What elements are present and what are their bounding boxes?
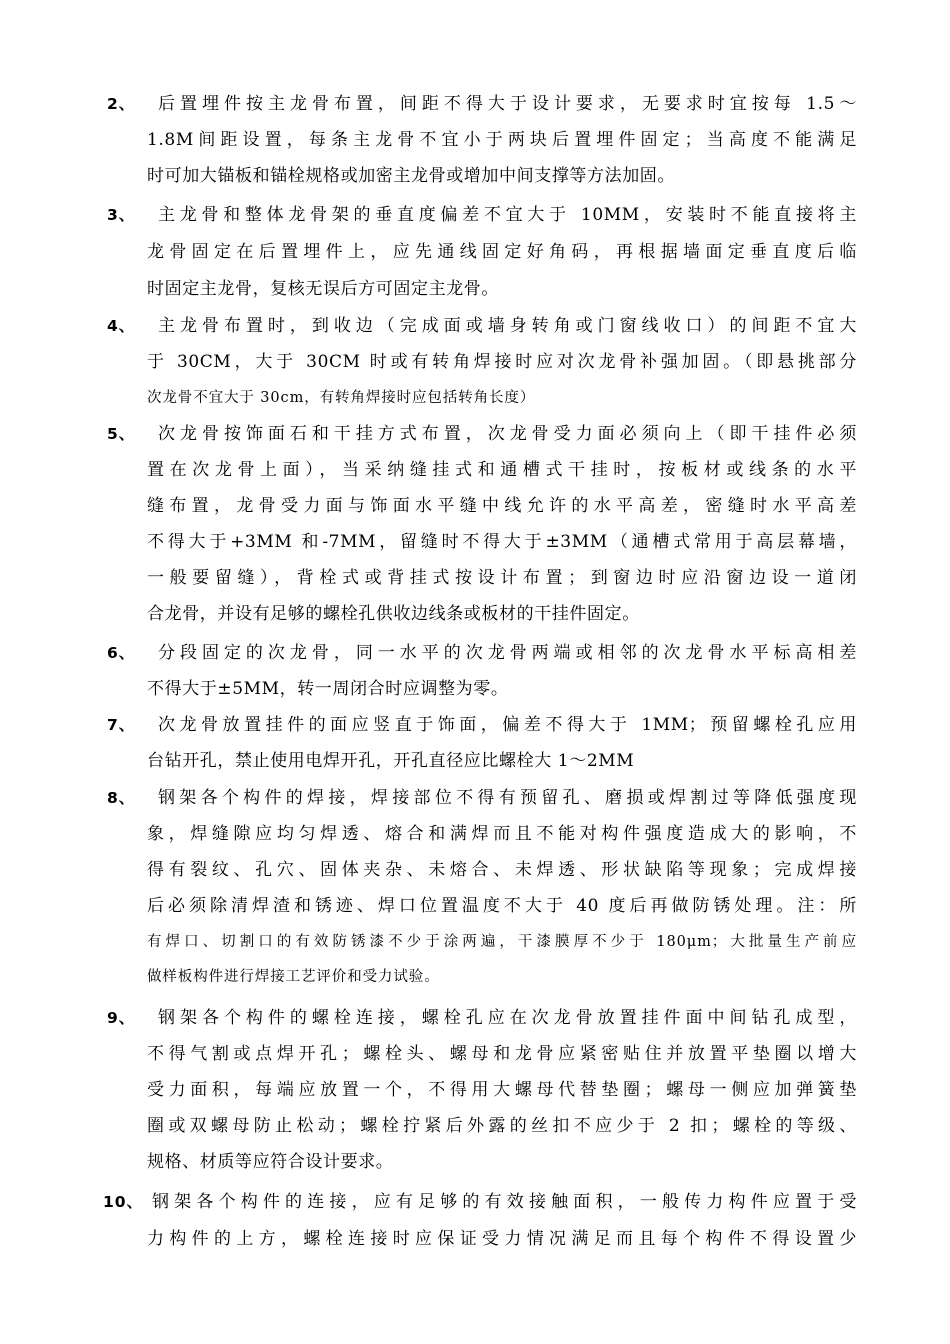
item-text-line: 时可加大锚板和锚栓规格或加密主龙骨或增加中间支撑等方法加固。 — [147, 166, 675, 186]
item-text-line: 主龙骨布置时，到收边（完成面或墙身转角或门窗线收口）的间距不宜大 — [158, 316, 857, 336]
item-text-line: 次龙骨按饰面石和干挂方式布置，次龙骨受力面必须向上（即干挂件必须 — [158, 424, 857, 444]
item-number: 2、 — [107, 95, 136, 113]
item-text-line: 于 30CM，大于 30CM 时或有转角焊接时应对次龙骨补强加固。（即悬挑部分 — [147, 352, 857, 372]
item-text-line: 次龙骨放置挂件的面应竖直于饰面，偏差不得大于 1MM；预留螺栓孔应用 — [158, 715, 857, 735]
item-text-line: 规格、材质等应符合设计要求。 — [147, 1152, 394, 1172]
item-text-line: 分段固定的次龙骨，同一水平的次龙骨两端或相邻的次龙骨水平标高相差 — [158, 643, 857, 663]
item-text-line: 一般要留缝），背栓式或背挂式按设计布置；到窗边时应沿窗边设一道闭 — [147, 568, 857, 588]
item-text-line: 钢架各个构件的焊接，焊接部位不得有预留孔、磨损或焊割过等降低强度现 — [158, 788, 857, 808]
item-text-line: 象，焊缝隙应均匀焊透、熔合和满焊而且不能对构件强度造成大的影响，不 — [147, 824, 857, 844]
item-number: 9、 — [107, 1009, 136, 1027]
item-text-line: 龙骨固定在后置埋件上，应先通线固定好角码，再根据墙面定垂直度后临 — [147, 242, 857, 262]
item-text-line: 次龙骨不宜大于 30cm，有转角焊接时应包括转角长度） — [147, 390, 536, 406]
item-number: 10、 — [103, 1193, 144, 1211]
item-text-line: 缝布置，龙骨受力面与饰面水平缝中线允许的水平高差，密缝时水平高差 — [147, 496, 857, 516]
item-text-line: 圈或双螺母防止松动；螺栓拧紧后外露的丝扣不应少于 2 扣；螺栓的等级、 — [147, 1116, 857, 1136]
item-text-line: 主龙骨和整体龙骨架的垂直度偏差不宜大于 10MM，安装时不能直接将主 — [158, 205, 857, 225]
item-text-line: 钢架各个构件的连接，应有足够的有效接触面积，一般传力构件应置于受 — [152, 1192, 857, 1212]
item-text-line: 有焊口、切割口的有效防锈漆不少于涂两遍，干漆膜厚不少于 180μm；大批量生产前应 — [147, 934, 857, 950]
item-number: 4、 — [107, 317, 136, 335]
item-text-line: 合龙骨，并设有足够的螺栓孔供收边线条或板材的干挂件固定。 — [147, 604, 640, 624]
item-text-line: 1.8M间距设置，每条主龙骨不宜小于两块后置埋件固定；当高度不能满足 — [147, 130, 857, 150]
item-number: 6、 — [107, 644, 136, 662]
item-text-line: 后置埋件按主龙骨布置，间距不得大于设计要求，无要求时宜按每 1.5～ — [158, 94, 857, 114]
item-text-line: 不得大于+3MM 和-7MM，留缝时不得大于±3MM（通槽式常用于高层幕墙， — [147, 532, 857, 552]
item-text-line: 不得气割或点焊开孔；螺栓头、螺母和龙骨应紧密贴住并放置平垫圈以增大 — [147, 1044, 857, 1064]
item-text-line: 受力面积，每端应放置一个，不得用大螺母代替垫圈；螺母一侧应加弹簧垫 — [147, 1080, 857, 1100]
item-number: 5、 — [107, 425, 136, 443]
item-text-line: 做样板构件进行焊接工艺评价和受力试验。 — [147, 969, 440, 985]
item-text-line: 不得大于±5MM，转一周闭合时应调整为零。 — [147, 679, 509, 699]
item-text-line: 得有裂纹、孔穴、固体夹杂、未熔合、未焊透、形状缺陷等现象；完成焊接 — [147, 860, 857, 880]
item-text-line: 后必须除清焊渣和锈迹、焊口位置温度不大于 40 度后再做防锈处理。注：所 — [147, 896, 857, 916]
item-number: 8、 — [107, 789, 136, 807]
item-number: 3、 — [107, 206, 136, 224]
item-text-line: 钢架各个构件的螺栓连接，螺栓孔应在次龙骨放置挂件面中间钻孔成型， — [158, 1008, 857, 1028]
item-text-line: 台钻开孔，禁止使用电焊开孔，开孔直径应比螺栓大 1～2MM — [147, 751, 635, 771]
item-text-line: 力构件的上方，螺栓连接时应保证受力情况满足而且每个构件不得设置少 — [147, 1229, 857, 1249]
item-text-line: 置在次龙骨上面），当采纳缝挂式和通槽式干挂时，按板材或线条的水平 — [147, 460, 857, 480]
item-text-line: 时固定主龙骨，复核无误后方可固定主龙骨。 — [147, 279, 499, 299]
item-number: 7、 — [107, 716, 136, 734]
